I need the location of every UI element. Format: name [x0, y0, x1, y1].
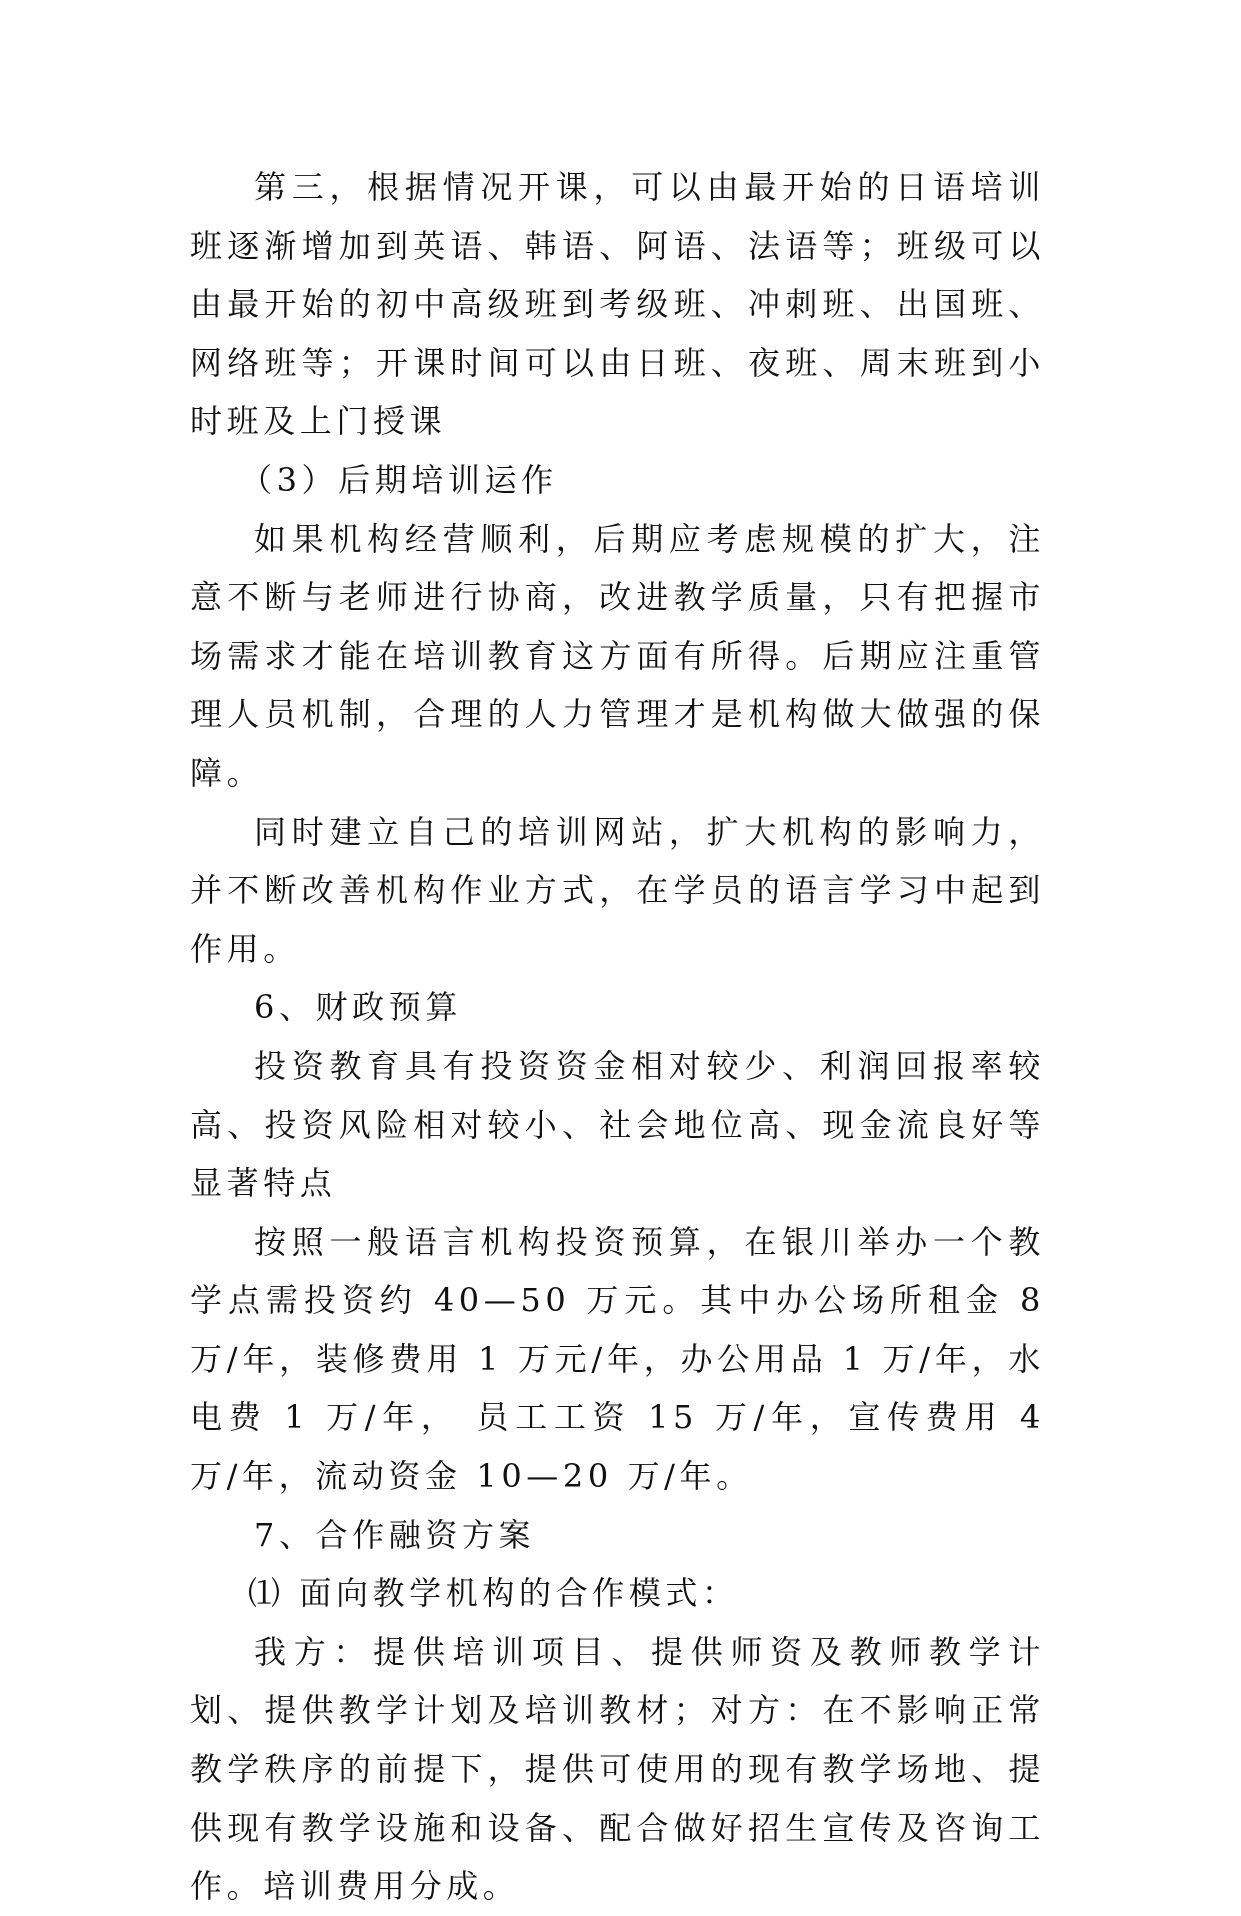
paragraph-cooperation-terms: 我方：提供培训项目、提供师资及教师教学计划、提供教学计划及培训教材；对方：在不影响正常教学秩序的前提下，提供可使用的现有教学场地、提供现有教学设施和设备、配合做好招生宣传及咨询工作。培训费用分成。 — [190, 1632, 1045, 1906]
paragraph-website: 同时建立自己的培训网站，扩大机构的影响力，并不断改善机构作业方式，在学员的语言学习中起到作用。 — [190, 812, 1045, 968]
paragraph-budget-details: 按照一般语言机构投资预算，在银川举办一个教学点需投资约 40—50 万元。其中办公场所租金 8 万/年，装修费用 1 万元/年，办公用品 1 万/年，水电费 1 万/年， 员工工资 15 万/年，宣传费用 4 万/年，流动资金 10—20 万/年。 — [190, 1222, 1045, 1496]
heading-later-operation: （3）后期培训运作 — [240, 460, 558, 499]
heading-cooperation-model: ⑴ 面向教学机构的合作模式： — [248, 1574, 739, 1613]
paragraph-scale-expansion: 如果机构经营顺利，后期应考虑规模的扩大，注意不断与老师进行协商，改进教学质量，只有把握市场需求才能在培训教育这方面有所得。后期应注重管理人员机制，合理的人力管理才是机构做大做强的保障。 — [190, 519, 1045, 792]
heading-financial-budget: 6、财政预算 — [254, 988, 462, 1027]
document-body — [190, 158, 1045, 1916]
paragraph-investment-features: 投资教育具有投资资金相对较少、利润回报率较高、投资风险相对较小、社会地位高、现金流良好等显著特点 — [190, 1046, 1045, 1203]
paragraph-course-expansion: 第三，根据情况开课，可以由最开始的日语培训班逐渐增加到英语、韩语、阿语、法语等；班级可以由最开始的初中高级班到考级班、冲刺班、出国班、网络班等；开课时间可以由日班、夜班、周末班到小时班及上门授课 — [190, 168, 1045, 441]
heading-cooperation-financing: 7、合作融资方案 — [254, 1515, 536, 1554]
